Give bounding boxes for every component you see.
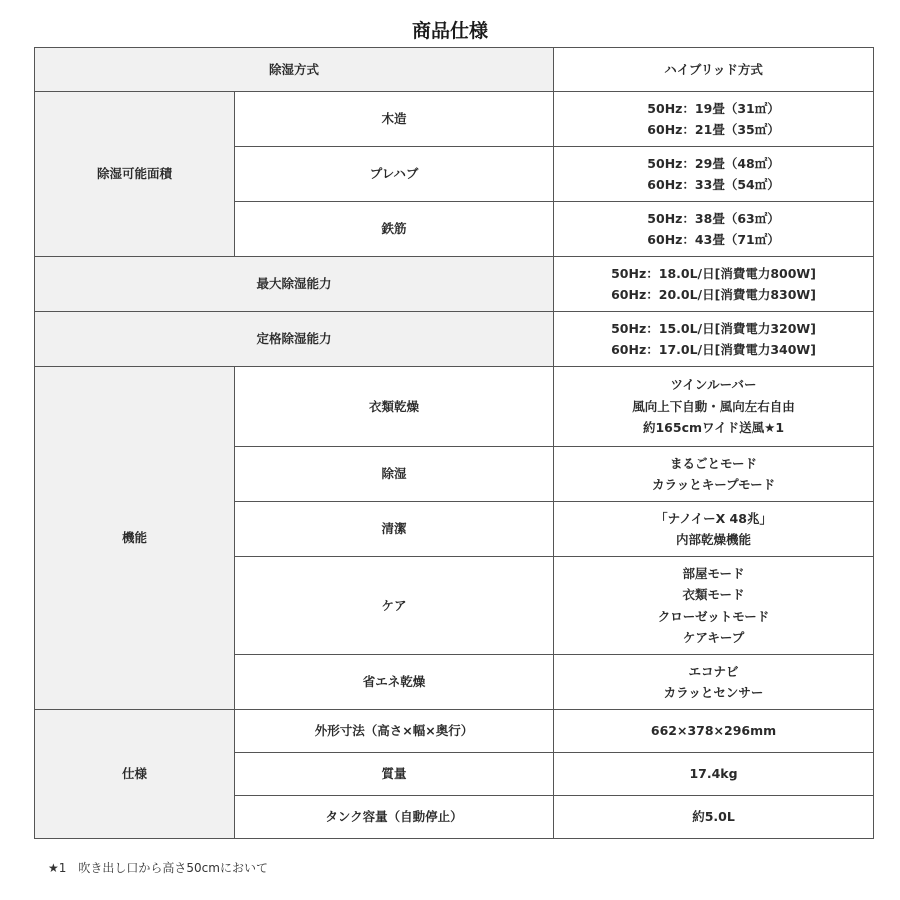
spec-sublabel-dimensions: 外形寸法（高さ×幅×奥行） — [235, 710, 554, 753]
spec-value-dimensions — [554, 710, 874, 753]
value-line: 60Hz：43畳（71㎡） — [647, 232, 780, 247]
spec-value-method — [554, 48, 874, 92]
value-line: カラッとキープモード — [651, 477, 776, 492]
value-line: 60Hz：21畳（35㎡） — [647, 122, 780, 137]
value-line: まるごとモード — [670, 455, 758, 471]
spec-row-dimensions — [35, 710, 874, 753]
value-line: 衣類モード — [682, 587, 745, 602]
spec-label-area: 除湿可能面積 — [35, 92, 235, 257]
page-title: 商品仕様 — [411, 20, 488, 42]
spec-value-care — [554, 557, 874, 655]
spec-value-laundry — [554, 367, 874, 447]
spec-value-wood — [554, 92, 874, 147]
spec-value-dehumidify — [554, 447, 874, 502]
value-line: エコナビ — [688, 663, 739, 679]
value-line: 約165cmワイド送風★1 — [642, 420, 785, 436]
spec-value-rc — [554, 202, 874, 257]
footnote — [48, 859, 268, 877]
spec-label-functions: 機能 — [35, 367, 235, 710]
spec-value-clean — [554, 502, 874, 557]
value-line: クローゼットモード — [657, 608, 770, 624]
spec-sublabel-clean: 清潔 — [235, 502, 554, 557]
value-line: 60Hz：20.0L/日[消費電力830W] — [611, 287, 816, 302]
footnote-text: 吹き出し口から高さ50cmにおいて — [78, 861, 268, 875]
value-line: 662×378×296mm — [650, 723, 777, 739]
value-line: 17.4kg — [689, 766, 738, 782]
value-line: 部屋モード — [682, 565, 745, 581]
value-line: ツインルーバー — [670, 377, 757, 393]
value-line: 風向上下自動・風向左右自由 — [632, 398, 795, 414]
value-line: 60Hz：33畳（54㎡） — [647, 177, 780, 192]
value-line: 50Hz：19畳（31㎡） — [647, 100, 780, 116]
value-line: カラッとセンサー — [663, 685, 764, 700]
spec-sublabel-laundry: 衣類乾燥 — [235, 367, 554, 447]
spec-sublabel-prefab: プレハブ — [235, 147, 554, 202]
spec-value-rated-capacity — [554, 312, 874, 367]
value-line: 50Hz：15.0L/日[消費電力320W] — [611, 320, 816, 336]
spec-value-tank — [554, 796, 874, 839]
footnote-mark: ★1 — [48, 861, 67, 875]
value-line: 50Hz：38畳（63㎡） — [647, 210, 780, 226]
spec-value-prefab — [554, 147, 874, 202]
spec-label-rated-capacity: 定格除湿能力 — [35, 312, 554, 367]
value-line: 内部乾燥機能 — [676, 532, 752, 547]
value-line: ハイブリッド方式 — [664, 61, 763, 77]
spec-sublabel-weight: 質量 — [235, 753, 554, 796]
spec-table — [34, 47, 874, 839]
value-line: 60Hz：17.0L/日[消費電力340W] — [611, 342, 816, 357]
spec-row-area-wood — [35, 92, 874, 147]
spec-sublabel-care: ケア — [235, 557, 554, 655]
spec-value-eco — [554, 655, 874, 710]
spec-row-rated-capacity — [35, 312, 874, 367]
value-line: 約5.0L — [692, 809, 735, 825]
spec-label-specs: 仕様 — [35, 710, 235, 839]
spec-row-function-laundry — [35, 367, 874, 447]
spec-sublabel-tank: タンク容量（自動停止） — [235, 796, 554, 839]
value-line: 50Hz：18.0L/日[消費電力800W] — [611, 265, 816, 281]
value-line: 「ナノイーX 48兆」 — [655, 510, 772, 526]
spec-value-weight — [554, 753, 874, 796]
spec-label-max-capacity: 最大除湿能力 — [35, 257, 554, 312]
spec-row-max-capacity — [35, 257, 874, 312]
value-line: ケアキープ — [682, 630, 745, 645]
spec-sublabel-eco: 省エネ乾燥 — [235, 655, 554, 710]
value-line: 50Hz：29畳（48㎡） — [647, 155, 780, 171]
spec-value-max-capacity — [554, 257, 874, 312]
spec-sublabel-dehumidify: 除湿 — [235, 447, 554, 502]
spec-row-method — [35, 48, 874, 92]
spec-label-method: 除湿方式 — [35, 48, 554, 92]
spec-sublabel-rc: 鉄筋 — [235, 202, 554, 257]
spec-sublabel-wood: 木造 — [235, 92, 554, 147]
